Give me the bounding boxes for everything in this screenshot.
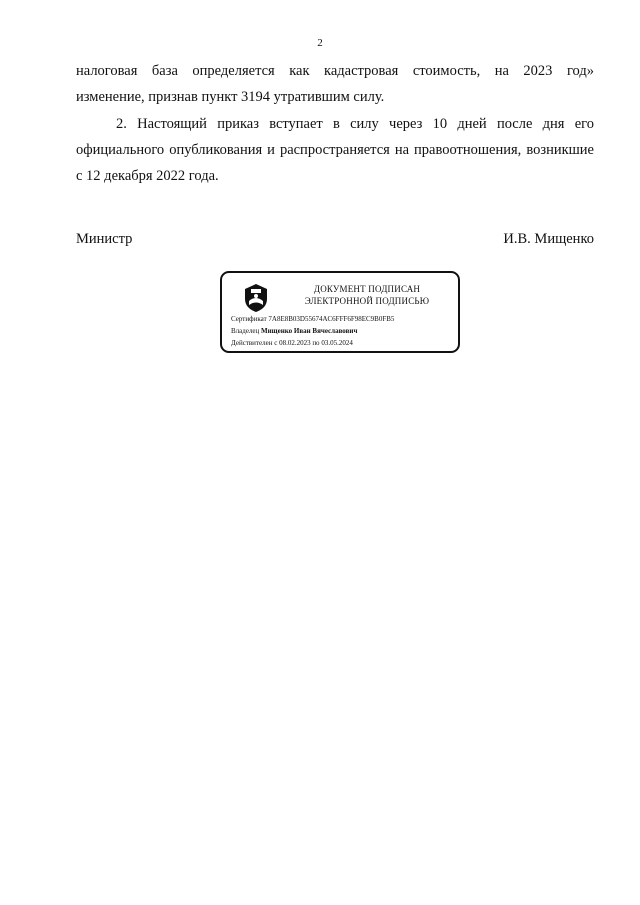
paragraph-1-line-1: налоговая база определяется как кадастровая стоимость, на 2023 год» [76, 63, 594, 79]
coat-of-arms-icon [242, 283, 270, 313]
paragraph-2: 2. Настоящий приказ вступает в силу через 10 дней после дня его официального опубликования и распространяется на правоотношения, возникшие с 12 декабря 2022 года. [76, 116, 594, 184]
signatory-title: Министр [76, 231, 133, 247]
stamp-title-line-1: ДОКУМЕНТ ПОДПИСАН [313, 284, 421, 294]
paragraph-1 [76, 58, 594, 110]
signature-row [76, 231, 594, 248]
page-number: 2 [317, 37, 323, 49]
owner-label: Владелец [231, 327, 260, 335]
valid-label: Действителен [231, 339, 273, 347]
valid-from: 08.02.2023 [279, 339, 311, 347]
owner-value: Мищенко Иван Вячеславович [261, 327, 358, 335]
valid-from-prefix: с [274, 339, 278, 347]
signatory-name: И.В. Мищенко [503, 231, 594, 247]
stamp-certificate [231, 314, 394, 324]
stamp-validity [231, 338, 353, 348]
stamp-title-line-2: ЭЛЕКТРОННОЙ ПОДПИСЬЮ [304, 296, 430, 306]
valid-to-prefix: по [312, 339, 320, 347]
stamp-owner [231, 326, 357, 336]
certificate-label: Сертификат [231, 315, 267, 323]
stamp-title [282, 283, 452, 307]
certificate-value: 7A8E8B03D55674AC6FFF6F98EC9B0FB5 [268, 315, 395, 323]
electronic-signature-stamp [220, 271, 460, 353]
valid-to: 03.05.2024 [321, 339, 353, 347]
paragraph-1-line-2: изменение, признав пункт 3194 утратившим силу. [76, 89, 385, 105]
